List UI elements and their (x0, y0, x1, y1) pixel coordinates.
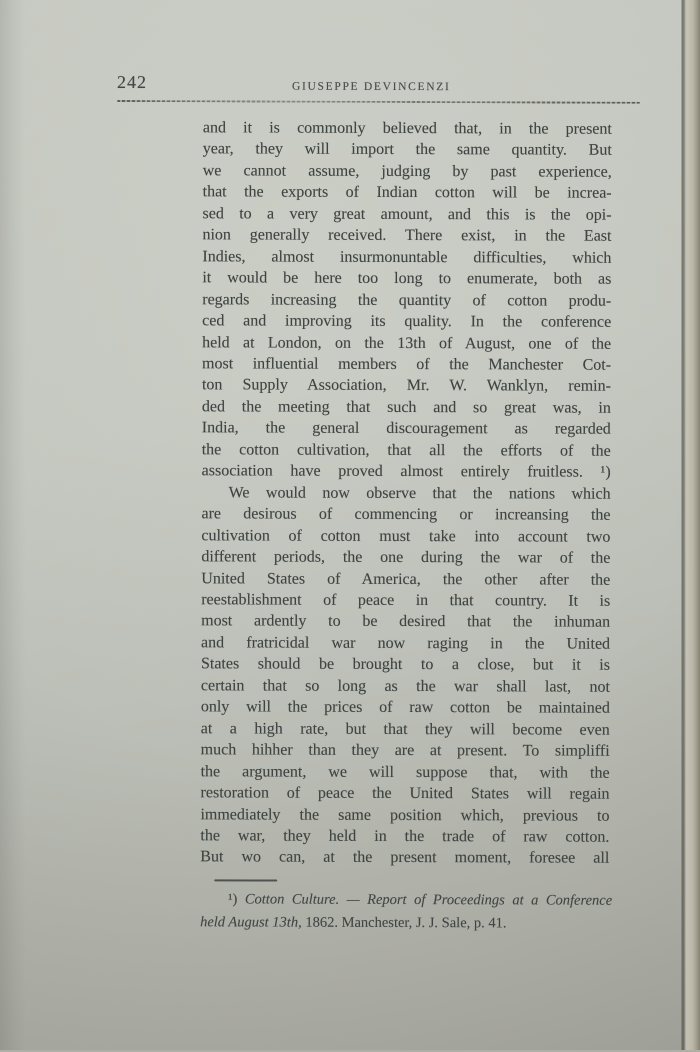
footnote-citation-text: Cotton Culture. — Report of Proceedings at a Conference (244, 891, 613, 909)
text-line: We would now observe that the nations which (228, 484, 611, 503)
text-line: different periods, the one during the war of the (201, 548, 611, 567)
text-line: association have proved almost entirely fruitless. ¹) (201, 462, 611, 481)
text-line: we cannot assume, judging by past experience, (202, 162, 612, 181)
text-line: India, the general discouragement as regarded (201, 419, 611, 439)
text-line: the cotton cultivation, that all the efforts of the (201, 441, 611, 460)
text-line: regards increasing the quantity of cotton produ- (202, 290, 612, 310)
text-line: at a high rate, but that they will become even (200, 719, 610, 739)
footnote-line (200, 911, 612, 935)
footnote-line (200, 888, 612, 912)
text-line: ton Supply Association, Mr. W. Wanklyn, remin- (201, 376, 611, 396)
body-text (200, 117, 612, 869)
text-line: certain that so long as the war shall last, not (200, 677, 610, 696)
text-line: year, they will import the same quantity. But (202, 140, 612, 160)
running-header: GIUSEPPE DEVINCENZI (291, 80, 451, 94)
text-line: the war, they held in the trade of raw cotton. (200, 827, 610, 846)
page-number: 242 (116, 71, 148, 93)
header-rule (117, 100, 640, 104)
text-line: sed to a very great amount, and this is the opi- (202, 205, 612, 224)
text-line: are desirous of commencing or increansing the (201, 505, 611, 524)
text-line: nion generally received. There exist, in the East (202, 226, 612, 245)
text-line: restoration of peace the United States will regain (200, 784, 610, 803)
text-line: it would be here too long to enumerate, both as (202, 269, 612, 288)
text-line: the argument, we will suppose that, with the (200, 762, 610, 782)
text-line: reestablishment of peace in that country. It is (201, 591, 611, 610)
text-line: and it is commonly believed that, in the present (202, 119, 612, 138)
footnote-rule (214, 879, 277, 881)
text-line: only will the prices of raw cotton be maintained (200, 698, 610, 717)
text-line: most influential members of the Manchester Cot- (202, 355, 612, 374)
text-line: Indies, almost insurmonuntable difficulties, which (202, 248, 612, 267)
page-edge (676, 0, 700, 1050)
text-line: United States of America, the other after the (201, 569, 611, 589)
footnote-text: 1862. Manchester, J. J. Sale, p. 41. (301, 914, 507, 932)
text-line: most ardently to be desired that the inhuman (201, 612, 611, 632)
text-line: But wo can, at the present moment, foresee all (200, 848, 610, 868)
paragraph (202, 117, 612, 483)
text-line: much hihher than they are at present. To simpliffi (200, 741, 610, 760)
text-line: and fratricidal war now raging in the United (201, 634, 611, 653)
footnote-text: ¹) (228, 891, 245, 908)
text-line: that the exports of Indian cotton will be increa- (202, 183, 612, 203)
text-line: immediately the same position which, previous to (200, 805, 610, 825)
text-line: held at London, on the 13th of August, one of the (202, 333, 612, 353)
text-line: ded the meeting that such and so great was, in (201, 398, 611, 417)
text-line: cultivation of cotton must take into account two (201, 526, 611, 546)
paragraph (200, 482, 610, 870)
text-line: States should be brought to a close, but it is (200, 655, 611, 675)
text-line: ced and improving its quality. In the conference (202, 312, 612, 331)
footnote (200, 888, 612, 935)
footnote-citation-text: held August 13th, (200, 914, 302, 931)
